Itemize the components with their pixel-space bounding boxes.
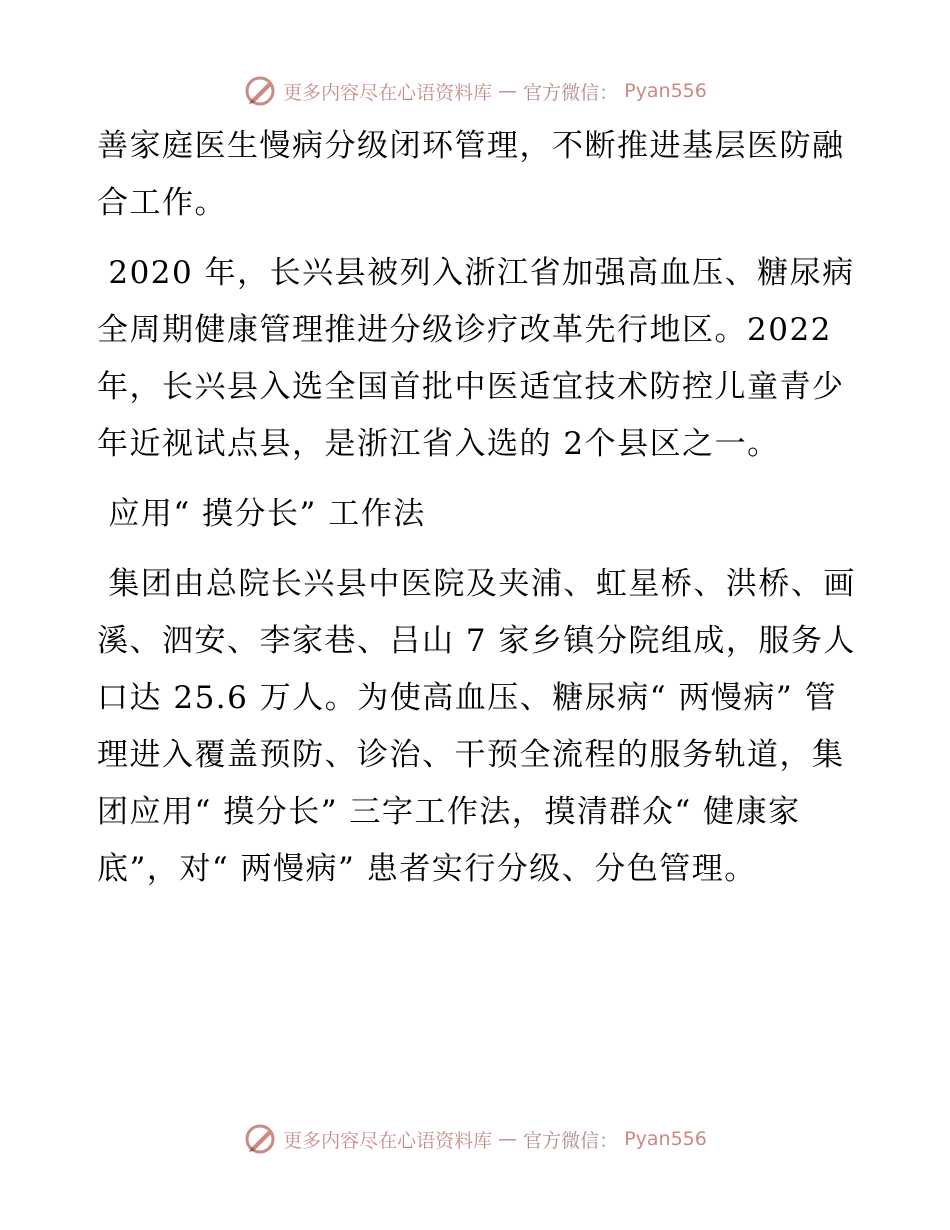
paragraph-1: 善家庭医生慢病分级闭环管理，不断推进基层医防融合工作。 (97, 128, 845, 221)
watermark-wechat-id: Pyan556 (624, 80, 707, 102)
paragraph-2: 2020 年，长兴县被列入浙江省加强高血压、糖尿病全周期健康管理推进分级诊疗改革先行地区。2022 年，长兴县入选全国首批中医适宜技术防控儿童青少年近视试点县，是浙江省入选的 2个县区之一。 (97, 255, 855, 462)
pen-logo-icon (243, 1122, 277, 1156)
watermark-wechat-label: 官方微信： (523, 1129, 619, 1152)
watermark-wechat-label: 官方微信： (523, 81, 619, 104)
header-watermark (0, 71, 950, 111)
watermark-site-text: 更多内容尽在心语资料库 (283, 1129, 493, 1152)
watermark-wechat-id: Pyan556 (624, 1128, 707, 1150)
section-heading: 应用“ 摸分长” 工作法 (97, 496, 426, 532)
document-body (97, 118, 867, 898)
watermark-separator: — (498, 80, 518, 102)
watermark-separator: — (498, 1128, 518, 1150)
paragraph-3: 集团由总院长兴县中医院及夹浦、虹星桥、洪桥、画溪、泗安、李家巷、吕山 7 家乡镇分院组成，服务人口达 25.6 万人。为使高血压、糖尿病“ 两慢病” 管理进入覆盖预防、诊治、干预全流程的服务轨道，集团应用“ 摸分长” 三字工作法，摸清群众“ 健康家底”，对“ 两慢病” 患者实行分级、分色管理。 (97, 566, 856, 887)
footer-watermark (0, 1119, 950, 1159)
pen-logo-icon (243, 74, 277, 108)
watermark-site-text: 更多内容尽在心语资料库 (283, 81, 493, 104)
